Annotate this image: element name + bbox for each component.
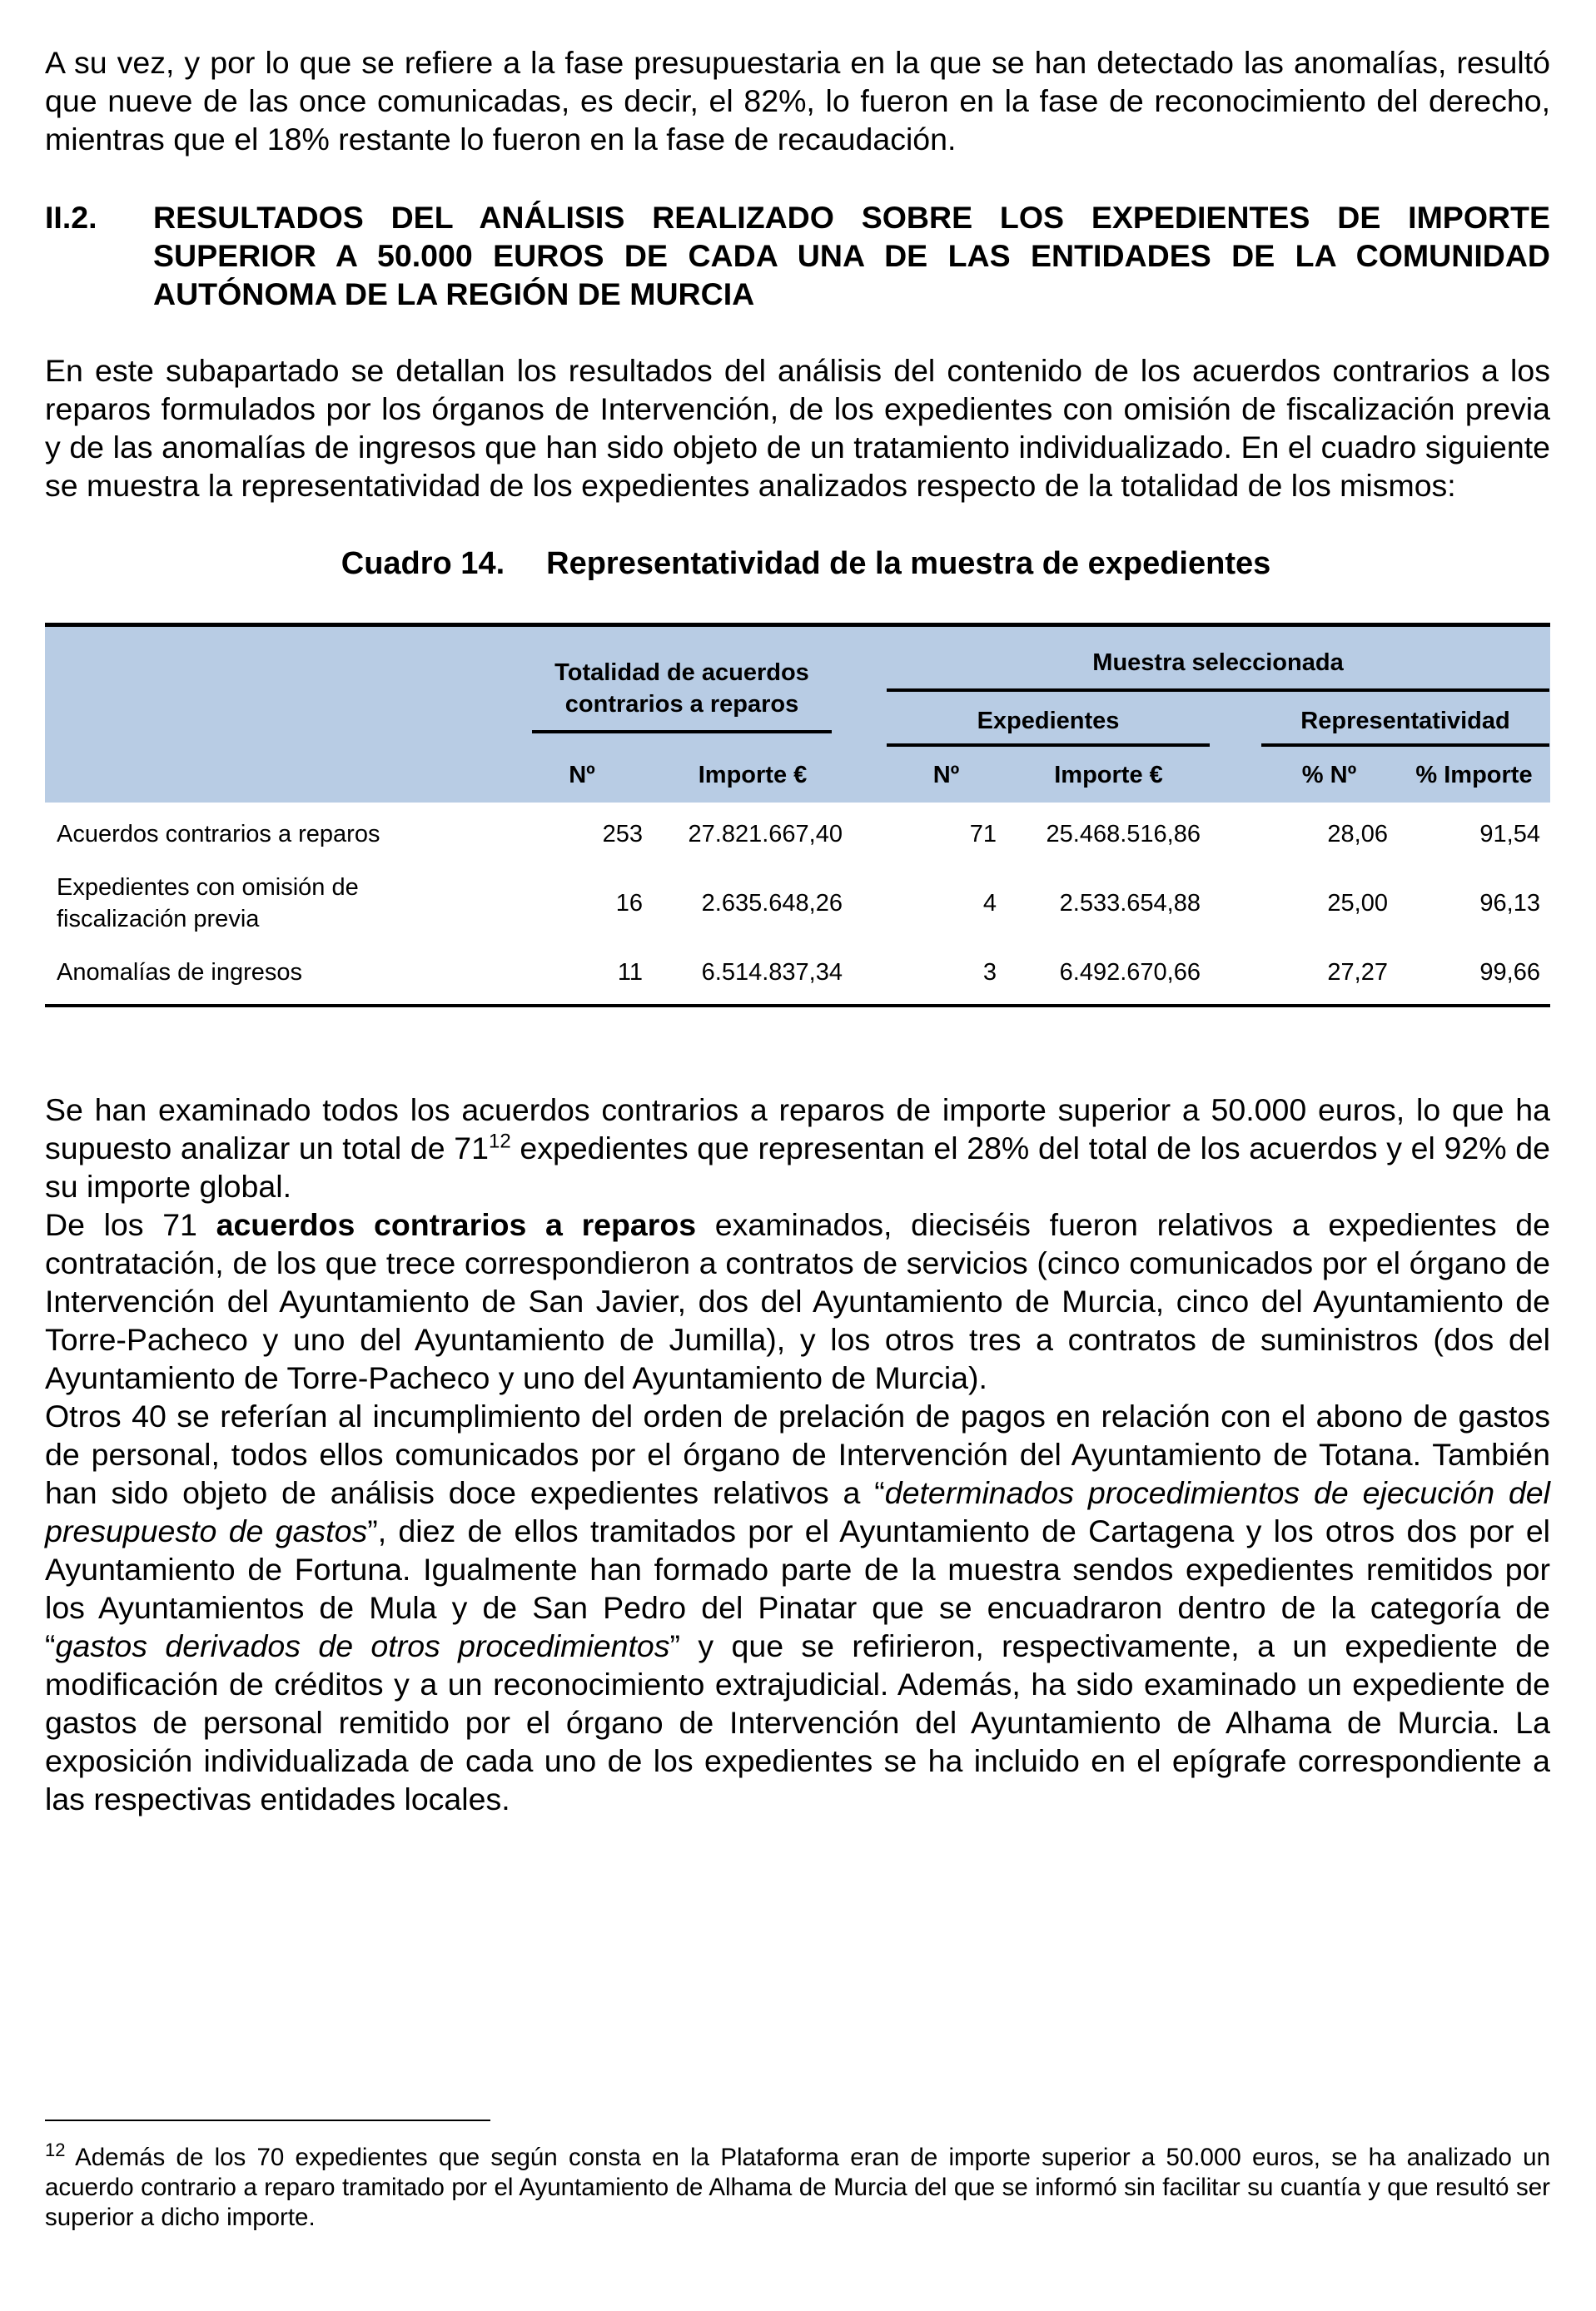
section-number: II.2. <box>45 200 97 235</box>
caption-title: Representatividad de la muestra de expedientes <box>546 546 1271 581</box>
document-page <box>45 43 1550 1818</box>
row-label: Expedientes con omisión de fiscalización previa <box>57 874 359 932</box>
cell-total-n: 253 <box>602 820 643 847</box>
cell-total-n: 16 <box>615 889 643 917</box>
cell-pct-importe: 96,13 <box>1479 889 1540 917</box>
cell-sample-n: 71 <box>969 820 997 847</box>
cell-sample-importe: 6.492.670,66 <box>1007 941 1211 1006</box>
header-muestra-label: Muestra seleccionada <box>887 628 1549 692</box>
cell-sample-n: 4 <box>982 889 997 917</box>
row-label: Acuerdos contrarios a reparos <box>57 820 380 847</box>
cell-total-importe: 27.821.667,40 <box>688 820 843 847</box>
col-pct-n: % Nº <box>1301 761 1357 788</box>
paragraph-subapartado: En este subapartado se detallan los resultados del análisis del contenido de los acuerdos contrarios a los reparos formulados por los órganos de Intervención, de los expedientes con omisión de fiscalización previa y de las anomalías de ingresos que han sido objeto de un tratamiento individualizado. En el cuadro siguiente se muestra la representatividad de los expedientes analizados respecto de la totalidad de los mismos: <box>45 353 1550 503</box>
cell-pct-n: 25,00 <box>1327 889 1388 917</box>
italic-term: gastos derivados de otros procedimientos <box>55 1628 670 1663</box>
cell-pct-importe: 99,66 <box>1398 941 1550 1006</box>
header-totalidad <box>511 625 853 748</box>
footnote-text: Además de los 70 expedientes que según consta en la Plataforma eran de importe superior a 50.000 euros, se ha analizado un acuerdo contrario a reparo tramitado por el Ayuntamiento de Alhama de Murcia del que se informó sin facilitar su cuantía y que resultó ser superior a dicho importe. <box>45 2144 1550 2231</box>
cell-sample-importe: 2.533.654,88 <box>1059 889 1201 917</box>
cell-total-importe: 6.514.837,34 <box>653 941 853 1006</box>
section-title: RESULTADOS DEL ANÁLISIS REALIZADO SOBRE LOS EXPEDIENTES DE IMPORTE SUPERIOR A 50.000 EUROS DE CADA UNA DE LAS ENTIDADES DE LA COMUNIDAD AUTÓNOMA DE LA REGIÓN DE MURCIA <box>153 200 1550 311</box>
table-row <box>45 866 1550 941</box>
cell-sample-n: 3 <box>886 941 1007 1006</box>
table-caption <box>45 544 1550 583</box>
cell-total-importe: 2.635.648,26 <box>701 889 843 917</box>
row-label: Anomalías de ingresos <box>45 941 511 1006</box>
cell-total-n: 11 <box>511 941 653 1006</box>
header-representatividad <box>1260 693 1550 748</box>
footnote-separator <box>45 2120 490 2121</box>
representatividad-table <box>45 623 1550 1007</box>
footnote <box>45 2140 1550 2233</box>
italic-term: determinados procedimientos de ejecución del presupuesto de gastos <box>45 1475 1550 1548</box>
col-sample-importe: Importe € <box>1054 761 1163 788</box>
header-expedientes <box>886 693 1211 748</box>
footnote-ref: 12 <box>488 1130 511 1153</box>
cell-sample-importe: 25.468.516,86 <box>1046 820 1201 847</box>
header-totalidad-label: Totalidad de acuerdos contrarios a reparos <box>532 642 832 733</box>
cell-pct-n: 28,06 <box>1327 820 1388 847</box>
paragraph-acuerdos-contrarios: De los 71 acuerdos contrarios a reparos examinados, dieciséis fueron relativos a expedientes de contratación, de los que trece correspondieron a contratos de servicios (cinco comunicados por el órgano de Intervención del Ayuntamiento de San Javier, dos del Ayuntamiento de Murcia, cinco del Ayuntamiento de Torre-Pacheco y uno del Ayuntamiento de Jumilla), y los otros tres a contratos de suministros (dos del Ayuntamiento de Torre-Pacheco y uno del Ayuntamiento de Murcia). <box>45 1207 1551 1395</box>
header-empty-cell <box>45 625 511 693</box>
table-row <box>45 941 1550 1006</box>
caption-number: Cuadro 14. <box>341 546 505 581</box>
header-muestra <box>886 625 1550 693</box>
header-expedientes-label: Expedientes <box>887 694 1210 747</box>
footnote-number: 12 <box>45 2140 66 2161</box>
table-row <box>45 803 1550 866</box>
cell-pct-n: 27,27 <box>1260 941 1398 1006</box>
bold-term: acuerdos contrarios a reparos <box>216 1207 697 1242</box>
col-total-n: Nº <box>569 761 595 788</box>
col-sample-n: Nº <box>932 761 960 788</box>
col-total-importe: Importe € <box>698 761 808 788</box>
header-representatividad-label: Representatividad <box>1261 694 1549 747</box>
section-heading <box>45 198 1550 313</box>
paragraph-otros-40: Otros 40 se referían al incumplimiento del orden de prelación de pagos en relación con el abono de gastos de personal, todos ellos comunicados por el órgano de Intervención del Ayuntamiento de Totana. También han sido objeto de análisis doce expedientes relativos a “determinados procedimientos de ejecución del presupuesto de gastos”, diez de ellos tramitados por el Ayuntamiento de Cartagena y los otros dos por el Ayuntamiento de Fortuna. Igualmente han formado parte de la muestra sendos expedientes remitidos por los Ayuntamientos de Mula y de San Pedro del Pinatar que se encuadraron dentro de la categoría de “gastos derivados de otros procedimientos” y que se refirieron, respectivamente, a un expediente de modificación de créditos y a un reconocimiento extrajudicial. Además, ha sido examinado un expediente de gastos de personal remitido por el órgano de Intervención del Ayuntamiento de Alhama de Murcia. La exposición individualizada de cada uno de los expedientes se ha incluido en el epígrafe correspondiente a las respectivas entidades locales. <box>45 1399 1551 1816</box>
paragraph-examinados: Se han examinado todos los acuerdos contrarios a reparos de importe superior a 50.000 euros, lo que ha supuesto analizar un total de 71$^{12}$ expedientes que representan el 28% del total de los acuerdos y el 92% de su importe global. <box>45 1092 1550 1204</box>
col-pct-importe: % Importe <box>1415 761 1533 788</box>
cell-pct-importe: 91,54 <box>1479 820 1540 847</box>
paragraph-fase-presupuestaria: A su vez, y por lo que se refiere a la fase presupuestaria en la que se han detectado las anomalías, resultó que nueve de las once comunicadas, es decir, el 82%, lo fueron en la fase de reconocimiento del derecho, mientras que el 18% restante lo fueron en la fase de recaudación. <box>45 45 1550 157</box>
